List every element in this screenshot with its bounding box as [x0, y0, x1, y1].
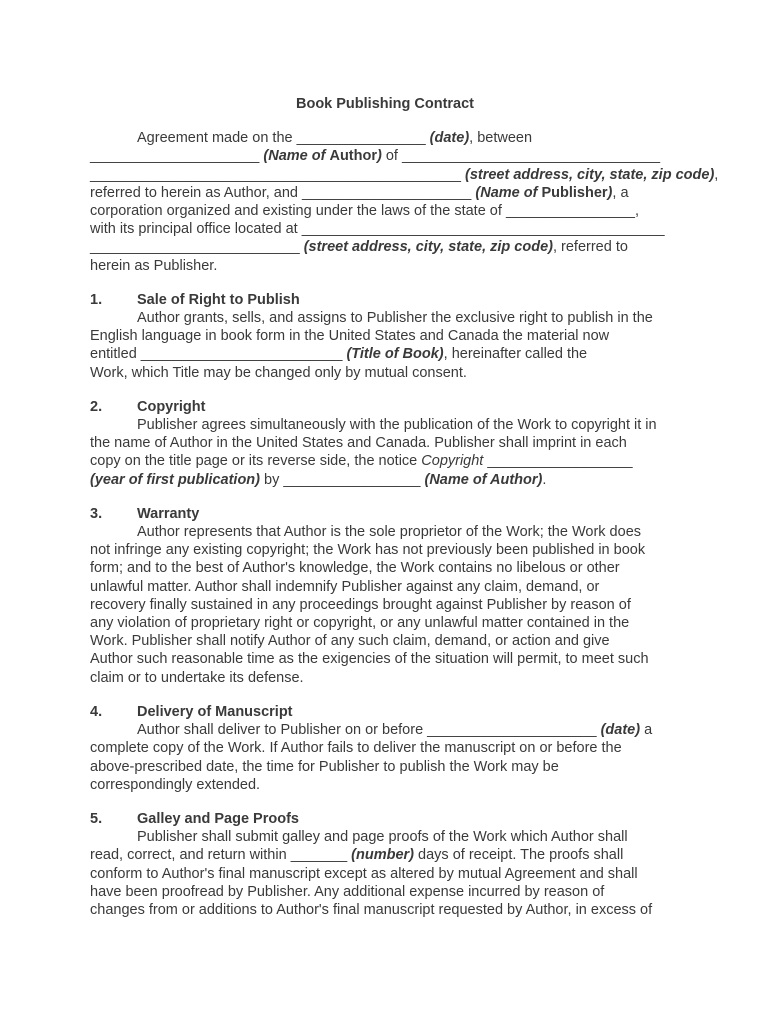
text-run: (Name of	[475, 184, 542, 201]
text-run: , between	[469, 130, 533, 147]
text-line	[90, 220, 680, 238]
text-line	[90, 434, 680, 452]
text-run: (Title of Book)	[346, 346, 444, 363]
blank-field: ________________	[505, 203, 635, 220]
section-title: Warranty	[137, 505, 200, 522]
text-run: Publisher shall submit galley and page proofs of the Work which Author shall	[137, 829, 628, 846]
text-line	[90, 166, 719, 184]
document-title: Book Publishing Contract	[295, 96, 475, 112]
blank-field: ________________________________	[401, 148, 661, 165]
text-run: (street address, city, state, zip code)	[465, 166, 715, 183]
blank-field: _____________________	[302, 184, 472, 201]
blank-field: _____________________	[427, 722, 597, 739]
text-run: Publisher	[541, 184, 608, 201]
text-run: form; and to the best of Author's knowledge, the Work contains no libelous or other	[90, 560, 620, 577]
text-run: (Name of Author)	[424, 471, 543, 488]
text-line	[90, 416, 680, 434]
text-line	[90, 202, 680, 220]
contract-section	[90, 291, 680, 382]
section-number: 2.	[90, 398, 103, 415]
text-line	[90, 129, 680, 147]
text-run: .	[542, 471, 547, 488]
document-blocks	[90, 129, 719, 919]
blank-field: ________________	[296, 130, 426, 147]
text-run: a	[640, 722, 653, 739]
text-line	[90, 184, 680, 202]
text-run: conform to Author's final manuscript except as altered by mutual Agreement and shall	[90, 865, 638, 882]
text-run: Agreement made on the	[137, 130, 297, 147]
section-heading	[90, 703, 680, 721]
text-line	[90, 309, 680, 327]
text-run: read, correct, and return within	[90, 847, 291, 864]
text-run: have been proofread by Publisher. Any additional expense incurred by reason of	[90, 883, 605, 900]
section-heading	[90, 291, 680, 309]
text-run: claim or to undertake its defense.	[90, 669, 304, 686]
text-line	[90, 238, 680, 256]
text-line	[90, 523, 680, 541]
text-run: the name of Author in the United States and Canada. Publisher shall imprint in each	[90, 435, 627, 452]
intro-paragraph	[90, 129, 719, 275]
text-run: complete copy of the Work. If Author fails to deliver the manuscript on or before the	[90, 740, 622, 757]
text-run: (number)	[351, 847, 415, 864]
contract-section	[90, 505, 680, 687]
blank-field: ______________________________________________	[90, 166, 461, 183]
text-run: entitled	[90, 346, 141, 363]
blank-field: _____________________________________________	[301, 221, 665, 238]
text-run: recovery finally sustained in any proceedings brought against Publisher by reason of	[90, 596, 631, 613]
text-line	[90, 147, 680, 165]
text-run: Author shall deliver to Publisher on or before	[137, 722, 428, 739]
text-line	[90, 669, 680, 687]
text-line	[90, 614, 680, 632]
blank-field: __________________	[487, 453, 633, 470]
text-run: )	[376, 148, 382, 165]
text-line	[90, 471, 680, 489]
text-run: above-prescribed date, the time for Publisher to publish the Work may be	[90, 758, 559, 775]
section-title: Delivery of Manuscript	[137, 703, 293, 720]
text-run: , a	[612, 184, 629, 201]
text-run: unlawful matter. Author shall indemnify Publisher against any claim, demand, or	[90, 578, 600, 595]
text-run: (Name of	[263, 148, 330, 165]
text-run: Work, which Title may be changed only by mutual consent.	[90, 364, 467, 381]
text-run: (year of first publication)	[90, 471, 260, 488]
text-line	[90, 541, 680, 559]
text-line	[90, 559, 680, 577]
text-run: )	[607, 184, 613, 201]
text-run: Author such reasonable time as the exigencies of the situation will permit, to meet such	[90, 651, 649, 668]
text-run: correspondingly extended.	[90, 776, 261, 793]
text-run: not infringe any existing copyright; the Work has not previously been published in book	[90, 542, 646, 559]
text-run: by	[260, 471, 284, 488]
text-line	[90, 452, 680, 470]
text-run: herein as Publisher.	[90, 257, 218, 274]
section-heading	[90, 398, 680, 416]
section-number: 5.	[90, 810, 103, 827]
blank-field: _______	[290, 847, 348, 864]
text-line	[90, 650, 680, 668]
text-run: English language in book form in the United States and Canada the material now	[90, 328, 610, 345]
text-run: Copyright	[421, 453, 484, 470]
text-line	[90, 883, 680, 901]
blank-field: _________________	[283, 471, 421, 488]
text-run: of	[381, 148, 402, 165]
text-run: changes from or additions to Author's final manuscript requested by Author, in excess of	[90, 901, 653, 918]
section-number: 1.	[90, 291, 103, 308]
contract-section	[90, 398, 680, 489]
text-run: any violation of proprietary right or copyright, or any unlawful matter contained in the	[90, 615, 630, 632]
text-run: referred to herein as Author, and	[90, 184, 302, 201]
text-line	[90, 739, 680, 757]
text-run: ,	[634, 203, 639, 220]
section-number: 4.	[90, 703, 103, 720]
text-run: (date)	[600, 722, 641, 739]
section-title: Copyright	[137, 398, 206, 415]
text-line	[90, 828, 680, 846]
text-run: , hereinafter called the	[443, 346, 588, 363]
text-line	[90, 327, 680, 345]
text-line	[90, 865, 680, 883]
text-run: Author represents that Author is the sole proprietor of the Work; the Work does	[137, 524, 642, 541]
text-line	[90, 632, 680, 650]
text-line	[90, 846, 680, 864]
contract-section	[90, 810, 680, 919]
contract-section	[90, 703, 680, 794]
text-run: (date)	[429, 130, 470, 147]
section-number: 3.	[90, 505, 103, 522]
section-heading	[90, 505, 680, 523]
blank-field: _________________________	[140, 346, 343, 363]
text-run: , referred to	[552, 239, 628, 256]
text-run: days of receipt. The proofs shall	[414, 847, 624, 864]
section-title: Galley and Page Proofs	[137, 810, 299, 827]
section-title: Sale of Right to Publish	[137, 291, 300, 308]
text-run: ,	[714, 166, 719, 183]
text-run: corporation organized and existing under the laws of the state of	[90, 203, 506, 220]
section-heading	[90, 810, 680, 828]
text-line	[90, 758, 680, 776]
text-line	[90, 721, 680, 739]
text-line	[90, 596, 680, 614]
text-line	[90, 257, 680, 275]
text-run: Work. Publisher shall notify Author of any such claim, demand, or action and give	[90, 633, 610, 650]
text-run: Publisher agrees simultaneously with the publication of the Work to copyright it in	[137, 417, 657, 434]
text-line	[90, 364, 680, 382]
text-run: Author	[329, 148, 377, 165]
text-run: (street address, city, state, zip code)	[303, 239, 553, 256]
text-line	[90, 901, 680, 919]
text-run: copy on the title page or its reverse side, the notice	[90, 453, 422, 470]
blank-field: __________________________	[90, 239, 300, 256]
text-line	[90, 578, 680, 596]
text-line	[90, 776, 680, 794]
blank-field: _____________________	[90, 148, 260, 165]
text-run: with its principal office located at	[90, 221, 302, 238]
text-run: Author grants, sells, and assigns to Publisher the exclusive right to publish in the	[137, 310, 653, 327]
text-line	[90, 345, 680, 363]
